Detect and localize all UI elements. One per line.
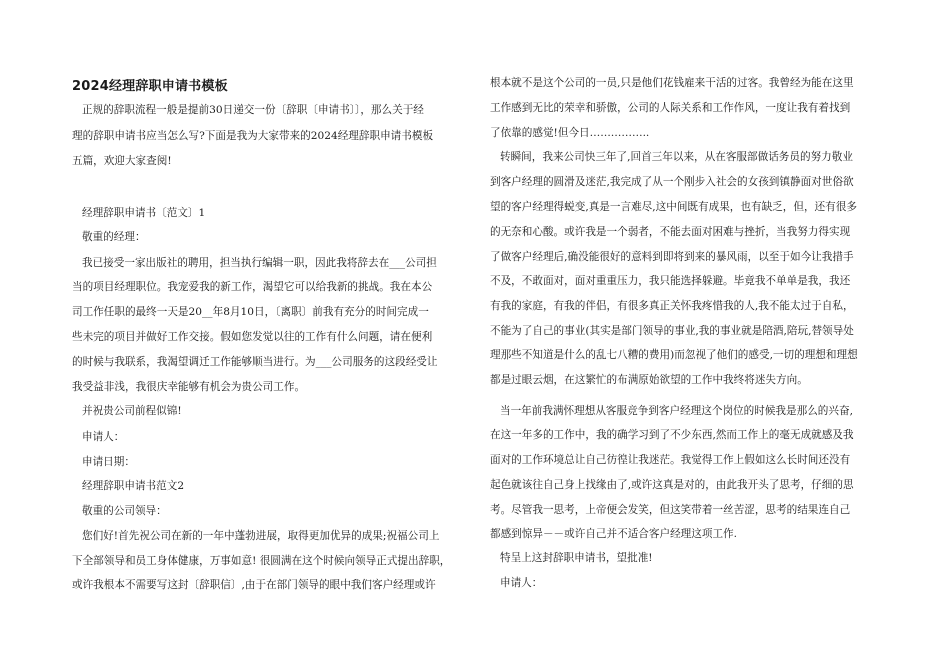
text-line: 当的项目经理职位。我宠爱我的新工作，渴望它可以给我新的挑战。我在本公 — [72, 281, 433, 293]
document-title: 2024经理辞职申请书模板 — [72, 79, 228, 94]
text-line: 司工作任职的最终一天是20__年8月10日，〔离职〕前我有充分的时间完成一 — [72, 306, 429, 318]
text-line: 敬重的经理： — [82, 231, 146, 243]
text-line: 我受益非浅，我很庆幸能够有机会为贵公司工作。 — [72, 381, 306, 393]
text-line: 不能为了自己的事业(其实是部门领导的事业,我的事业就是陪酒,陪玩,替领导处 — [490, 325, 854, 337]
text-line: 理那些不知道是什么的乱七八糟的费用)而忽视了他们的感受,一切的理想和理想 — [490, 349, 858, 361]
text-line: 的无奈和心酸。或许我是一个弱者，不能去面对困难与挫折，当我努力得实现 — [490, 226, 851, 238]
text-line: 下全部领导和员工身体健康，万事如意! 很圆满在这个时候向领导正式提出辞职， — [72, 555, 451, 567]
text-line: 并祝贵公司前程似锦! — [82, 405, 182, 417]
text-line: 我已接受一家出版社的聘用，担当执行编辑一职，因此我将辞去在___公司担 — [82, 257, 437, 269]
text-line: 您们好!首先祝公司在新的一年中蓬勃进展，取得更加优异的成果;祝福公司上 — [82, 530, 440, 542]
text-line: 经理辞职申请书〔范文〕1 — [82, 207, 206, 219]
text-line: 不及，不敢面对，面对重重压力，我只能选择躲避。毕竟我不单单是我，我还 — [490, 275, 851, 287]
text-line: 正规的辞职流程一般是提前30日递交一份〔辞职〔申请书〕〕，那么关于经 — [82, 104, 424, 116]
text-line: 工作感到无比的荣幸和骄傲，公司的人际关系和工作作风，一度让我有着找到 — [490, 102, 851, 114]
text-line: 了依靠的感觉!但今日…………….. — [490, 127, 650, 139]
text-line: 当一年前我满怀理想从客服竞争到客户经理这个岗位的时候我是那么的兴奋, — [500, 405, 853, 417]
text-line: 经理辞职申请书范文2 — [82, 480, 185, 492]
text-line: 申请日期： — [82, 456, 135, 468]
text-line: 都感到惊异－－或许自己并不适合客户经理这项工作. — [490, 528, 738, 540]
text-line: 的时候与我联系，我渴望调迁工作能够顺当进行。为___公司服务的这段经受让 — [72, 356, 438, 368]
text-line: 根本就不是这个公司的一员,只是他们花钱雇来干活的过客。我曾经为能在这里 — [490, 77, 854, 89]
text-line: 都是过眼云烟，在这繁忙的布满原始欲望的工作中我终将迷失方向。 — [490, 374, 808, 386]
text-line: 了做客户经理后,确没能很好的意料到即将到来的暴风雨，以至于如今让我措手 — [490, 251, 854, 263]
text-line: 转瞬间，我来公司快三年了,回首三年以来，从在客服部做话务员的努力敬业 — [500, 151, 853, 163]
text-line: 或许我根本不需要写这封〔辞职信〕,由于在部门领导的眼中我们客户经理或许 — [72, 579, 436, 591]
text-line: 有我的家庭，有我的伴侣，有很多真正关怀我疼惜我的人,我不能太过于自私， — [490, 300, 854, 312]
text-line: 起色就该往自己身上找缘由了,或许这真是对的，由此我开头了思考，仔细的思 — [490, 479, 854, 491]
text-line: 望的客户经理得蜕变,真是一言难尽,这中间既有成果，也有缺乏，但，还有很多 — [490, 201, 857, 213]
text-line: 些未完的项目并做好工作交接。假如您发觉以往的工作有什么问题，请在便利 — [72, 331, 433, 343]
text-line: 面对的工作环境总让自己彷徨让我迷茫。我觉得工作上假如这么长时间还没有 — [490, 454, 851, 466]
text-line: 特呈上这封辞职申请书，望批准! — [500, 552, 653, 564]
text-line: 申请人： — [82, 431, 125, 443]
text-line: 到客户经理的圆滑及迷茫,我完成了从一个刚步入社会的女孩到镇静面对世俗欲 — [490, 176, 854, 188]
text-line: 在这一年多的工作中，我的确学习到了不少东西,然而工作上的毫无成就感及我 — [490, 429, 854, 441]
text-line: 理的辞职申请书应当怎么写?下面是我为大家带来的2024经理辞职申请书模板 — [72, 130, 434, 142]
text-line: 考。尽管我一思考，上帝便会发笑，但这笑带着一丝苦涩，思考的结果连自己 — [490, 504, 851, 516]
text-line: 敬重的公司领导： — [82, 505, 167, 517]
text-line: 五篇，欢迎大家查阅! — [72, 155, 172, 167]
text-line: 申请人： — [500, 577, 543, 589]
